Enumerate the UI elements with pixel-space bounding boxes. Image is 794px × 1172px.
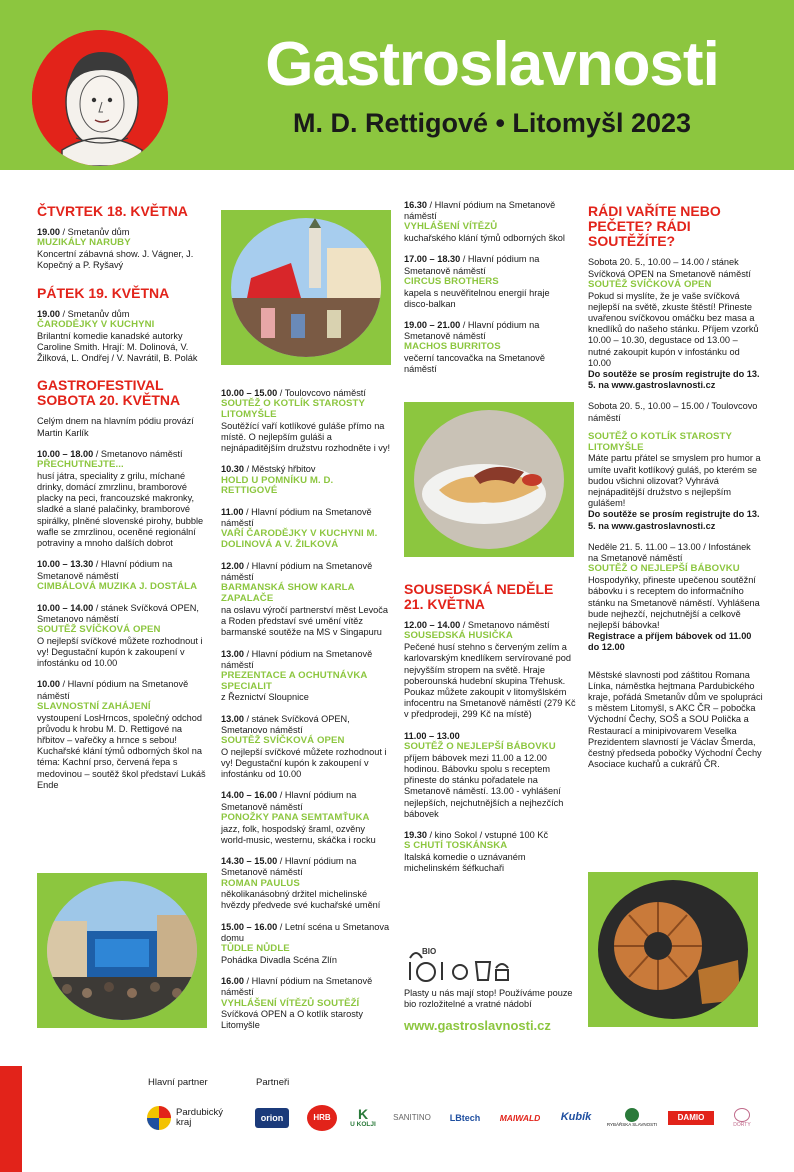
event-name: HOLD U POMNÍKU M. D. RETTIGOVÉ	[221, 474, 334, 497]
event-name: SOUTĚŽ SVÍČKOVÁ OPEN	[221, 735, 345, 747]
event-name: BARMANSKÁ SHOW KARLA ZAPALAČE	[221, 582, 355, 605]
event-time: 15.00 – 16.00	[221, 921, 278, 932]
event-time: 10.00 – 18.00	[37, 448, 94, 459]
event-item	[37, 559, 207, 592]
event-time: 19.00	[37, 308, 60, 319]
event-time: 11.00	[221, 507, 244, 518]
event-place: / stánek Svíčková OPEN, Smetanovo náměstí	[37, 602, 199, 624]
event-name: CIMBÁLOVÁ MUZIKA J. DOSTÁLA	[37, 580, 198, 592]
partners-label: Partneři	[256, 1077, 290, 1088]
event-place: / Hlavní pódium na Smetanově náměstí	[221, 648, 373, 670]
event-desc: Italská komedie o uznávaném michelinském šéfkuchaři	[404, 851, 526, 874]
event-name: VYHLÁŠENÍ VÍTĚZŮ SOUTĚŽÍ	[221, 997, 360, 1009]
event-item	[37, 679, 207, 791]
event-item	[221, 507, 391, 551]
event-item	[221, 714, 391, 781]
market-photo	[221, 210, 391, 365]
event-desc: vystoupení LosHrncos, společný odchod průvodu k hrobu M. D. Rettigové na hřbitov – vařečky a hrnce s sebou! Kuchařské klání týmů odborných škol na téma: Kachní prso, červená řepa s medovinou – soutěž škol představí Lukáš Ende	[37, 712, 206, 790]
event-item	[404, 830, 576, 874]
event-name: ROMAN PAULUS	[221, 877, 300, 889]
event-name: VAŘÍ ČARODĚJKY V KUCHYNI M. DOLINOVÁ A V. ŽILKOVÁ	[221, 528, 378, 551]
event-desc: z Řeznictví Sloupnice	[221, 692, 309, 703]
stage-photo	[37, 873, 207, 1028]
event-desc: na oslavu výročí partnerství měst Levoča a Roden představí své umění vítěz barmanské soutěže na MS v Singapuru	[221, 604, 388, 638]
event-item	[221, 922, 391, 966]
event-time: 19.00	[37, 227, 60, 238]
event-desc: Brilantní komedie kanadské autorky Caroline Smith. Hrají: M. Dolinová, V. Žilková, L. Ondřej / V. Navrátil, B. Polák	[37, 330, 198, 363]
event-item	[221, 976, 391, 1032]
event-name: SOUTĚŽ O KOTLÍK STAROSTY LITOMYŠLE	[221, 398, 365, 420]
event-place: / Toulovcovo náměstí	[277, 388, 366, 398]
babovka-photo	[588, 872, 758, 1027]
contest-heading: RÁDI VAŘÍTE NEBO PEČETE? RÁDI SOUTĚŽÍTE?	[588, 203, 721, 250]
friday-heading: PÁTEK 19. KVĚTNA	[37, 284, 170, 301]
main-partner-name-2: kraj	[176, 1117, 192, 1128]
partner-logo-dorty: DORTY	[724, 1105, 760, 1131]
event-item	[37, 603, 207, 670]
partner-logo-lbtech: LBtech	[449, 1112, 481, 1123]
event-desc: Pohádka Divadla Scéna Zlín	[221, 954, 337, 965]
event-desc: Pečené husí stehno s červeným zelím a karlovarským knedlíkem servírované pod nejvyšším stropem na světě. Hraje poberounská hudební skupina Třehusk. Poukaz můžete zakoupit v litomyšlském infocentru na Smetanově náměstí (279 Kč v předprodeji, 299 Kč na místě)	[404, 642, 576, 720]
thursday-heading: ČTVRTEK 18. KVĚTNA	[37, 203, 188, 219]
event-desc: Svíčková OPEN a O kotlík starosty Litomyšle	[221, 1009, 363, 1031]
event-time: 13.00	[221, 713, 244, 724]
contest-item	[588, 257, 763, 391]
partner-logo-orion: orion	[255, 1108, 289, 1128]
saturday-intro: Celým dnem na hlavním pódiu provází Martin Karlík	[37, 416, 194, 438]
event-item	[37, 309, 207, 365]
event-place: / Hlavní pódium na Smetanově náměstí	[221, 507, 372, 529]
partner-logo-sanitino: SANITINO	[393, 1113, 431, 1123]
event-item	[404, 620, 576, 720]
event-item	[37, 227, 207, 271]
sunday-heading: SOUSEDSKÁ NEDĚLE 21. KVĚTNA	[404, 581, 554, 613]
event-time: 19.30	[404, 829, 427, 840]
event-place: / Smetanův dům	[60, 227, 130, 238]
event-name: S CHUTÍ TOSKÁNSKA	[404, 840, 508, 852]
event-time: 10.30	[221, 464, 244, 475]
event-desc: večerní tancovačka na Smetanově náměstí	[404, 353, 545, 375]
sunday-section	[404, 582, 576, 884]
event-time: 19.00 – 21.00	[404, 320, 461, 330]
event-item	[221, 388, 391, 454]
patronage-text: Městské slavnosti pod záštitou Romana Línka, náměstka hejtmana Pardubického kraje, pořádá Smetanův dům ve spolupráci s městem Litomyšl, s AKC ČR – pobočka Východní Čechy, SOŠ a SOU Polička a Restaurací a minipivovarem Veselka Prezidentem slavností je Václav Šmerda, čestný předseda pobočky Východní Čechy Asociace kuchařů a cukrářů ČR.	[588, 669, 763, 770]
contest-desc: Máte partu přátel se smyslem pro humor a umíte uvařit kotlíkový guláš, po kterém se budou všichni olizovat? Vyhrává nejnápaditější družstvo s nejlepším gulášem!	[588, 453, 761, 509]
partner-logo-rybarske: RYBÁŘSKA SLAVNOSTI	[606, 1105, 658, 1131]
event-name: SOUSEDSKÁ HUSIČKA	[404, 630, 513, 642]
contest-meta: Sobota 20. 5., 10.00 – 14.00 / stánek Svíčková OPEN na Smetanově náměstí	[588, 257, 751, 279]
event-name: PREZENTACE A OCHUTNÁVKA SPECIALIT	[221, 669, 368, 692]
event-time: 14.00 – 16.00	[221, 790, 278, 801]
event-time: 16.30	[404, 200, 427, 210]
partner-logo-kubik: Kubík	[560, 1111, 592, 1124]
event-item	[221, 649, 391, 704]
bio-tableware-icon	[404, 942, 576, 982]
column-4	[588, 200, 763, 781]
event-place: / Městský hřbitov	[244, 464, 316, 475]
event-name: CIRCUS BROTHERS	[404, 275, 499, 287]
event-desc: husí játra, speciality z grilu, míchané drinky, domácí zmrzlinu, bramborové placky na peci, francouzské makronky, sladké a slané palačinky, bramborové spirálky, plněné slovenské pirohy, bubble wafle se zmrzlinou, oceněné regionální potraviny a mnoho dalších dobrot	[37, 470, 204, 549]
event-place: / Hlavní pódium na Smetanově náměstí	[221, 560, 373, 583]
partner-logo-maiwald: MAIWALD	[499, 1112, 541, 1123]
event-item	[404, 731, 576, 820]
contest-name: SOUTĚŽ O NEJLEPŠÍ BÁBOVKU	[588, 563, 740, 575]
event-place: / Smetanovo náměstí	[460, 620, 550, 631]
event-desc: kapela s neuvěřitelnou energií hraje disco-balkan	[404, 287, 550, 309]
contest-note: Do soutěže se prosím registrujte do 13. 5. na www.gastroslavnosti.cz	[588, 509, 760, 531]
event-desc: několikanásobný držitel michelinské hvězdy předvede své kuchařské umění	[221, 889, 381, 911]
event-time: 12.00	[221, 560, 244, 571]
event-item	[221, 856, 391, 912]
event-item	[404, 320, 576, 376]
event-desc: O nejlepší svíčkové můžete rozhodnout i vy! Degustační kupón k zakoupení v infostánku od 10.00	[221, 746, 387, 780]
rettigova-portrait	[32, 30, 168, 166]
event-place: / Hlavní pódium na Smetanově náměstí	[221, 976, 373, 998]
contest-meta: Sobota 20. 5., 10.00 – 15.00 / Toulovcovo náměstí	[588, 401, 758, 423]
event-time: 16.00	[221, 976, 244, 987]
event-name: VYHLÁŠENÍ VÍTĚZŮ	[404, 221, 498, 233]
event-desc: příjem bábovek mezi 11.00 a 12.00 hodinou. Bábovku spolu s receptem přineste do stánku pořadatele na Smetanově náměstí. 13.00 - vyhlášení nejlepších, nejchutnějších a nejhezčích bábovek	[404, 752, 564, 819]
partner-logo-hrb: HRB	[307, 1105, 337, 1131]
event-item	[404, 254, 576, 310]
event-desc: jazz, folk, hospodský šraml, ozvěny world-music, westernu, skáčka i rocku	[221, 823, 376, 845]
event-name: MACHOS BURRITOS	[404, 341, 501, 353]
event-name: MUZIKÁLY NARUBY	[37, 237, 131, 249]
event-place: / stánek Svíčková OPEN, Smetanovo náměstí	[221, 713, 350, 735]
event-item	[37, 449, 207, 549]
event-time: 17.00 – 18.30	[404, 254, 461, 265]
partner-logo-damio: DAMIO	[668, 1111, 714, 1125]
event-item	[221, 464, 391, 497]
event-place: / Hlavní pódium na Smetanově náměstí	[221, 856, 357, 878]
event-name: PONOŽKY PANA SEMTAMŤUKA	[221, 811, 370, 823]
event-item	[221, 561, 391, 639]
event-time: 10.00	[37, 679, 60, 690]
event-time: 11.00 – 13.00	[404, 730, 460, 741]
event-name: SOUTĚŽ O NEJLEPŠÍ BÁBOVKU	[404, 740, 556, 752]
contest-note: Do soutěže se prosím registrujte do 13. 5. na www.gastroslavnosti.cz	[588, 369, 760, 391]
event-desc: Soutěžící vaří kotlíkové guláše přímo na místě. O nejlepším guláši a nejnápaditějším družstvu rozhodněte i vy!	[221, 420, 391, 454]
event-time: 13.00	[221, 648, 244, 659]
event-name: PŘECHUTNEJTE...	[37, 459, 124, 471]
contest-note: Registrace a příjem bábovek od 11.00 do 12.00	[588, 631, 752, 653]
website-link[interactable]: www.gastroslavnosti.cz	[404, 1018, 551, 1033]
event-desc: O nejlepší svíčkové můžete rozhodnout i vy! Degustační kupón k zakoupení v infostánku od 10.00	[37, 635, 203, 669]
event-item	[221, 790, 391, 846]
event-name: TŮDLE NŮDLE	[221, 943, 290, 955]
contest-name: SOUTĚŽ SVÍČKOVÁ OPEN	[588, 278, 712, 290]
event-place: / Smetanovo náměstí	[93, 448, 183, 459]
contest-item	[588, 542, 763, 654]
pardubicky-kraj-logo	[146, 1105, 230, 1131]
event-time: 14.30 – 15.00	[221, 856, 278, 867]
event-name: SOUTĚŽ SVÍČKOVÁ OPEN	[37, 623, 161, 635]
event-name: ČARODĚJKY V KUCHYNI	[37, 318, 155, 330]
contest-item	[588, 401, 763, 531]
event-time: 10.00 – 15.00	[221, 388, 278, 398]
event-time: 10.00 – 14.00	[37, 602, 94, 613]
bio-text: Plasty u nás mají stop! Používáme pouze bio rozložitelné a vratné nádobí	[404, 988, 573, 1010]
saturday-heading: GASTROFESTIVAL SOBOTA 20. KVĚTNA	[37, 377, 181, 409]
bio-notice	[404, 942, 576, 1010]
page-title: Gastroslavnosti	[265, 30, 719, 99]
event-place: / Hlavní pódium na Smetanově náměstí	[37, 559, 173, 581]
column-2	[221, 388, 391, 1042]
event-place: / Hlavní pódium na Smetanově náměstí	[404, 200, 556, 222]
main-partner-label: Hlavní partner	[148, 1077, 208, 1088]
main-partner-name-1: Pardubický	[176, 1106, 223, 1118]
bio-label: BIO	[422, 947, 437, 956]
region-emblem-icon	[146, 1105, 172, 1131]
column-1	[37, 200, 207, 801]
contest-name: SOUTĚŽ O KOTLÍK STAROSTY LITOMYŠLE	[588, 430, 732, 453]
event-place: / Hlavní pódium na Smetanově náměstí	[221, 790, 357, 812]
event-desc: Koncertní zábavná show. J. Vágner, J. Kopečný a P. Ryšavý	[37, 249, 194, 271]
contest-desc: Pokud si myslíte, že je vaše svíčková nejlepší na světě, zkuste štěstí! Přineste uvařenou svíčkovou omáčku bez masa a knedlíků do našeho stánku. Příjem vzorků 10.00 – 10.30, degustace od 13.00 – nutné zakoupit kupón v infostánku od 10.00	[588, 290, 759, 368]
event-item	[404, 200, 576, 244]
page-subtitle: M. D. Rettigové • Litomyšl 2023	[292, 108, 692, 138]
food-photo	[404, 402, 574, 557]
column-3	[404, 200, 576, 386]
event-place: / Smetanův dům	[60, 308, 130, 319]
event-time: 12.00 – 14.00	[404, 620, 461, 631]
event-desc: kuchařského klání týmů odborných škol	[404, 233, 565, 244]
event-place: / Hlavní pódium na Smetanově náměstí	[404, 320, 540, 342]
event-name: SLAVNOSTNÍ ZAHÁJENÍ	[37, 700, 151, 712]
event-place: / Hlavní pódium na Smetanově náměstí	[37, 679, 189, 701]
event-place: / Hlavní pódium na Smetanově náměstí	[404, 254, 540, 276]
contest-desc: Hospodyňky, přineste upečenou soutěžní bábovku i s receptem do informačního stánku na Smetanově náměstí. Vyhlášena bude nejhezčí, nejchutnější a celkově nejlepší bábovka!	[588, 575, 760, 630]
event-place: / Letní scéna u Smetanova domu	[221, 921, 390, 943]
partner-logo-ukolji: K U KOLJI	[350, 1106, 376, 1129]
contest-meta: Neděle 21. 5. 11.00 – 13.00 / Infostánek na Smetanově náměstí	[588, 541, 751, 564]
event-place: / kino Sokol / vstupné 100 Kč	[427, 829, 549, 840]
header-banner	[0, 0, 794, 170]
red-decor-bar	[0, 1066, 22, 1172]
event-time: 10.00 – 13.30	[37, 559, 94, 570]
